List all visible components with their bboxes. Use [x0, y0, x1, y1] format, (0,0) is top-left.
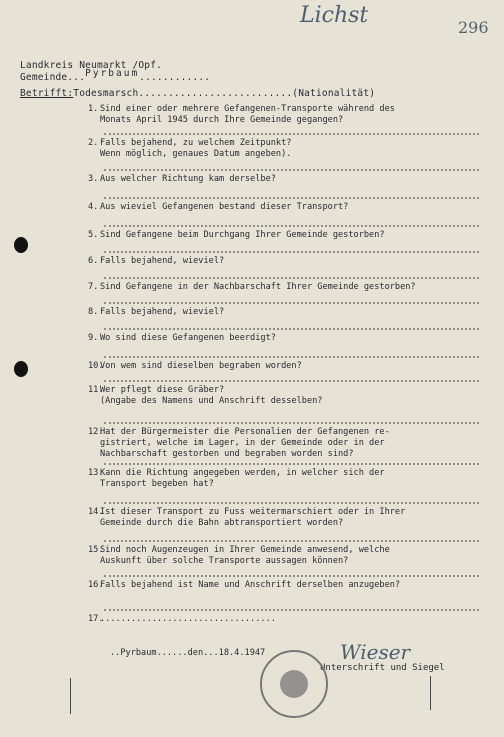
- dotted-rule: [104, 502, 479, 504]
- betrifft-label: Betrifft:: [20, 88, 74, 99]
- dotted-rule: [104, 302, 479, 304]
- question-number: 1.: [88, 104, 99, 114]
- question-15: [88, 545, 495, 567]
- punch-hole-upper: [14, 237, 28, 253]
- margin-mark-right: [430, 676, 434, 710]
- question-number: 11.: [88, 385, 104, 395]
- punch-hole-lower: [14, 361, 28, 377]
- gemeinde-label: Gemeinde...: [20, 72, 86, 83]
- dotted-rule: [104, 225, 479, 227]
- question-14: [88, 507, 495, 529]
- dotted-rule: [104, 169, 479, 171]
- question-number: 12.: [88, 427, 104, 437]
- question-number: 14.: [88, 507, 104, 517]
- question-9: [88, 333, 495, 344]
- question-number: 7.: [88, 282, 99, 292]
- question-6: [88, 256, 495, 267]
- dotted-rule: [104, 540, 479, 542]
- question-text: Aus welcher Richtung kam derselbe?: [100, 174, 276, 184]
- question-17: [88, 614, 495, 625]
- page-number: 296: [458, 18, 489, 37]
- question-text: Sind einer oder mehrere Gefangenen-Transporte während des Monats April 1945 durch Ihre Gemeinde gegangen?: [100, 104, 395, 125]
- dotted-rule: [104, 422, 479, 424]
- dotted-rule: [104, 575, 479, 577]
- dotted-rule: [104, 251, 479, 253]
- question-12: [88, 427, 495, 460]
- question-number: 17.: [88, 614, 104, 624]
- gemeinde-dots: ............: [139, 72, 211, 83]
- question-text: Sind noch Augenzeugen in Ihrer Gemeinde anwesend, welche Auskunft über solche Transporte aussagen können?: [100, 545, 390, 566]
- landkreis-line: Landkreis Neumarkt /Opf.: [20, 60, 163, 71]
- question-text: Falls bejahend ist Name und Anschrift derselben anzugeben?: [100, 580, 401, 590]
- dotted-rule: [104, 277, 479, 279]
- gemeinde-line: [20, 68, 211, 83]
- question-8: [88, 307, 495, 318]
- question-number: 3.: [88, 174, 99, 184]
- dotted-rule: [104, 380, 479, 382]
- question-text: Wo sind diese Gefangenen beerdigt?: [100, 333, 276, 343]
- betrifft-value: Todesmarsch..........................(Nationalität): [73, 88, 376, 99]
- place-date-line: ..Pyrbaum......den...18.4.1947: [110, 648, 266, 658]
- question-text: Kann die Richtung angegeben werden, in welcher sich der Transport begeben hat?: [100, 468, 385, 489]
- question-text: Von wem sind dieselben begraben worden?: [100, 361, 302, 371]
- seal-emblem-icon: [280, 670, 308, 698]
- question-text: Sind Gefangene in der Nachbarschaft Ihrer Gemeinde gestorben?: [100, 282, 416, 292]
- question-text: Sind Gefangene beim Durchgang Ihrer Gemeinde gestorben?: [100, 230, 385, 240]
- question-text: ..................................: [100, 614, 276, 624]
- question-text: Falls bejahend, zu welchem Zeitpunkt? Wenn möglich, genaues Datum angeben).: [100, 138, 292, 159]
- dotted-rule: [104, 463, 479, 465]
- question-text: Ist dieser Transport zu Fuss weitermarschiert oder in Ihrer Gemeinde durch die Bahn abtransportiert worden?: [100, 507, 406, 528]
- gemeinde-value: Pyrbaum: [85, 68, 140, 79]
- question-10: [88, 361, 495, 372]
- question-number: 16.: [88, 580, 104, 590]
- betrifft-line: [20, 88, 375, 99]
- question-number: 8.: [88, 307, 99, 317]
- question-text: Falls bejahend, wieviel?: [100, 256, 225, 266]
- margin-mark: [70, 678, 76, 714]
- question-number: 2.: [88, 138, 99, 148]
- question-number: 10.: [88, 361, 104, 371]
- dotted-rule: [104, 609, 479, 611]
- question-number: 5.: [88, 230, 99, 240]
- question-2: [88, 138, 495, 160]
- dotted-rule: [104, 328, 479, 330]
- question-text: Falls bejahend, wieviel?: [100, 307, 225, 317]
- question-1: [88, 104, 495, 126]
- dotted-rule: [104, 356, 479, 358]
- question-3: [88, 174, 495, 185]
- question-5: [88, 230, 495, 241]
- signature: Wieser: [340, 640, 411, 664]
- question-7: [88, 282, 495, 293]
- dotted-rule: [104, 133, 479, 135]
- signature-label: Unterschrift und Siegel: [320, 663, 445, 673]
- question-text: Aus wieviel Gefangenen bestand dieser Transport?: [100, 202, 349, 212]
- handwritten-name: Lichst: [300, 3, 369, 28]
- question-13: [88, 468, 495, 490]
- dotted-rule: [104, 197, 479, 199]
- municipal-seal: [260, 650, 328, 718]
- question-16: [88, 580, 495, 591]
- question-text: Hat der Bürgermeister die Personalien der Gefangenen re- gistriert, welche im Lager, in der Gemeinde oder in der Nachbarschaft gestorben und begraben worden sind?: [100, 427, 390, 459]
- question-number: 4.: [88, 202, 99, 212]
- question-11: [88, 385, 495, 407]
- question-4: [88, 202, 495, 213]
- question-number: 6.: [88, 256, 99, 266]
- question-text: Wer pflegt diese Gräber? (Angabe des Namens und Anschrift desselben?: [100, 385, 323, 406]
- question-number: 13.: [88, 468, 104, 478]
- question-number: 15.: [88, 545, 104, 555]
- question-number: 9.: [88, 333, 99, 343]
